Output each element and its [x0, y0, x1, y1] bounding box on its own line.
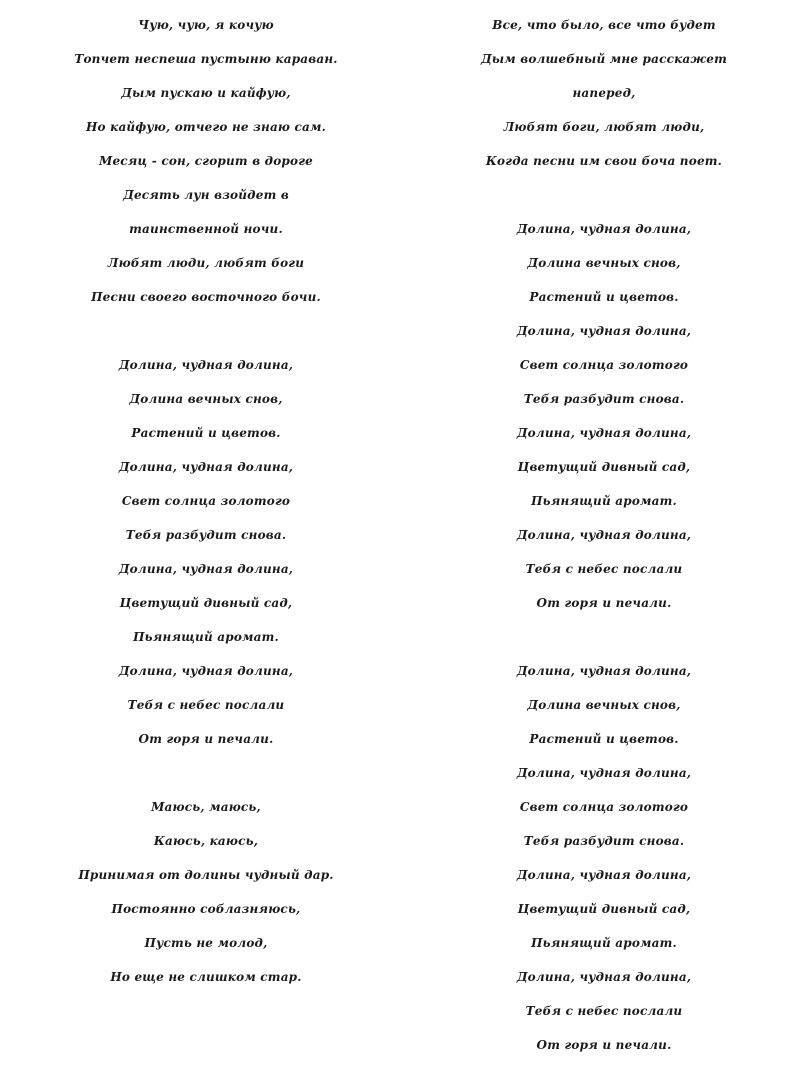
- lyric-line: Растений и цветов.: [529, 290, 679, 304]
- lyric-line: Тебя разбудит снова.: [523, 834, 685, 848]
- lyric-line: Топчет неспеша пустыню караван.: [74, 52, 338, 66]
- lyric-line: Десять лун взойдет в: [123, 188, 289, 202]
- lyric-line: Каюсь, каюсь,: [153, 834, 259, 848]
- stanza: [404, 654, 800, 1062]
- lyric-line: Долина, чудная долина,: [118, 358, 294, 372]
- lyric-line: Любят боги, любят люди,: [503, 120, 705, 134]
- lyric-line: Долина, чудная долина,: [118, 460, 294, 474]
- lyric-line: Но еще не слишком стар.: [110, 970, 302, 984]
- lyric-line: Чую, чую, я кочую: [138, 18, 274, 32]
- lyric-line: Тебя с небес послали: [525, 562, 683, 576]
- lyric-line: Все, что было, все что будет: [492, 18, 716, 32]
- right-column: [404, 8, 800, 1062]
- lyric-line: Постоянно соблазняюсь,: [111, 902, 301, 916]
- lyric-line: наперед,: [572, 86, 636, 100]
- lyric-line: Долина, чудная долина,: [516, 766, 692, 780]
- lyric-line: Месяц - сон, сгорит в дороге: [98, 154, 313, 168]
- lyric-line: Долина, чудная долина,: [516, 970, 692, 984]
- lyric-line: Долина вечных снов,: [129, 392, 283, 406]
- lyric-line: Цветущий дивный сад,: [517, 902, 691, 916]
- stanza-gap: [6, 314, 406, 348]
- lyric-line: Но кайфую, отчего не знаю сам.: [86, 120, 326, 134]
- lyric-line: Песни своего восточного бочи.: [91, 290, 321, 304]
- lyric-line: Долина вечных снов,: [527, 698, 681, 712]
- lyric-line: Долина, чудная долина,: [516, 868, 692, 882]
- lyric-line: Цветущий дивный сад,: [517, 460, 691, 474]
- lyric-line: Долина, чудная долина,: [516, 426, 692, 440]
- lyric-line: Свет солнца золотого: [519, 800, 689, 814]
- lyric-line: Дым волшебный мне расскажет: [480, 52, 728, 66]
- lyric-line: Пьянящий аромат.: [531, 494, 677, 508]
- stanza-gap: [6, 756, 406, 790]
- lyric-line: Долина, чудная долина,: [118, 562, 294, 576]
- lyric-line: Принимая от долины чудный дар.: [78, 868, 334, 882]
- stanza-gap: [404, 620, 800, 654]
- stanza-gap: [404, 178, 800, 212]
- lyric-line: Пьянящий аромат.: [531, 936, 677, 950]
- lyric-line: Долина, чудная долина,: [516, 324, 692, 338]
- lyric-line: Тебя разбудит снова.: [523, 392, 685, 406]
- lyric-line: Пусть не молод,: [144, 936, 268, 950]
- lyric-line: Тебя с небес послали: [525, 1004, 683, 1018]
- lyric-line: Цветущий дивный сад,: [119, 596, 293, 610]
- stanza: [6, 790, 406, 994]
- lyric-line: От горя и печали.: [138, 732, 274, 746]
- lyric-line: Долина, чудная долина,: [516, 664, 692, 678]
- lyric-line: Свет солнца золотого: [519, 358, 689, 372]
- lyric-line: Растений и цветов.: [529, 732, 679, 746]
- lyric-line: Долина, чудная долина,: [118, 664, 294, 678]
- lyric-line: Долина, чудная долина,: [516, 528, 692, 542]
- lyric-line: Растений и цветов.: [131, 426, 281, 440]
- lyric-line: Тебя разбудит снова.: [125, 528, 287, 542]
- lyric-line: Пьянящий аромат.: [133, 630, 279, 644]
- lyric-line: Свет солнца золотого: [121, 494, 291, 508]
- stanza: [6, 8, 406, 314]
- lyric-line: Долина, чудная долина,: [516, 222, 692, 236]
- lyric-line: Долина вечных снов,: [527, 256, 681, 270]
- lyric-line: Дым пускаю и кайфую,: [121, 86, 291, 100]
- left-column: [6, 8, 406, 994]
- lyric-line: От горя и печали.: [536, 596, 672, 610]
- lyric-line: Тебя с небес послали: [127, 698, 285, 712]
- stanza: [404, 212, 800, 620]
- lyric-line: таинственной ночи.: [129, 222, 283, 236]
- lyric-line: Когда песни им свои боча поет.: [485, 154, 723, 168]
- stanza: [6, 348, 406, 756]
- lyric-line: Любят люди, любят боги: [107, 256, 305, 270]
- lyric-line: Маюсь, маюсь,: [151, 800, 261, 814]
- stanza: [404, 8, 800, 178]
- lyric-line: От горя и печали.: [536, 1038, 672, 1052]
